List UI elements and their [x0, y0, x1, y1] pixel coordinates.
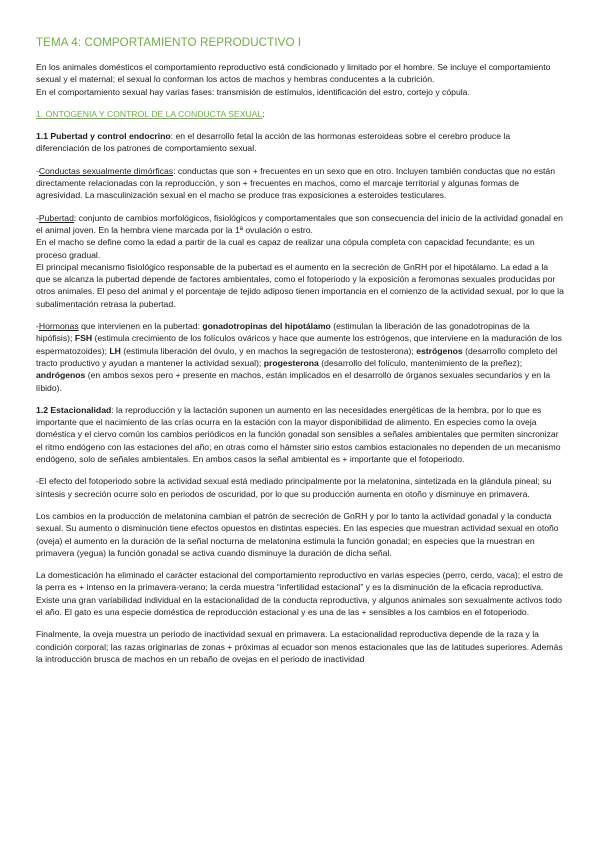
- text-conductas: : conductas que son + frecuentes en un sexo que en otro. Incluyen también conductas que no están directamente relacionadas con la reproducción, y son + frecuentes en machos, como el marcaje territorial y algunas formas de agresividad. La masculinización sexual en el macho se produce tras exposiciones a esteroides testiculares.: [36, 165, 556, 201]
- text-pubertad-control: : en el desarrollo fetal la acción de las hormonas esteroideas sobre el cerebro produce la diferenciación de los patrones de comportamiento sexual.: [36, 131, 511, 154]
- text-hormonas-1: que intervienen en la pubertad:: [78, 321, 203, 332]
- paragraph-pubertad-mecanismo: El principal mecanismo fisiológico responsable de la pubertad es el aumento en la secreción de GnRH por el hipotálamo. La edad a la que se alcanza la pubertad depende de factores ambientales, como el fotoperiodo y la exposición a feromonas sexuales producidas por otros animales. El peso del animal y el porcentaje de tejido adiposo tienen importancia en el comienzo de la actividad sexual, por lo que la subalimentación retrasa la pubertad.: [36, 261, 564, 309]
- paragraph-melatonina: Los cambios en la producción de melatonina cambian el patrón de secreción de GnRH y por lo tanto la actividad gonadal y la conducta sexual. Su aumento o disminución tiene efectos opuestos en distintas especies. En las especies que muestran actividad sexual en otoño (oveja) el aumento en la duración de la señal nocturna de melatonina estimula la función gonadal; en especies que la muestran en primavera (yegua) la función gonadal se activa cuando disminuye la duración de dicha señal.: [36, 510, 559, 558]
- paragraph-estacionalidad: [36, 404, 564, 465]
- text-hormonas-2: (estimulan la liberación de las gonadotropinas de la hipófisis);: [36, 321, 530, 344]
- paragraph-conductas: [36, 165, 564, 202]
- section-heading-text: 1. ONTOGENIA Y CONTROL DE LA CONDUCTA SEXUAL: [36, 108, 263, 119]
- intro-paragraph-1: En los animales domésticos el comportamiento reproductivo está condicionado y limitado por el hombre. Se incluye el comportamiento sexual y el maternal; el sexual lo conforman los actos de machos y hembras conducentes a la cubrición.: [36, 62, 551, 85]
- paragraph-pubertad-macho: En el macho se define como la edad a partir de la cual es capaz de realizar una cópula completa con capacidad fecundante; es un proceso gradual.: [36, 237, 535, 260]
- section-heading-colon: :: [262, 108, 265, 119]
- text-hormonas-6: (desarrollo del folículo, mantenimiento de la preñez);: [318, 357, 523, 368]
- term-estacionalidad: 1.2 Estacionalidad: [36, 404, 112, 415]
- section-heading-1: [36, 108, 564, 120]
- paragraph-finalmente: Finalmente, la oveja muestra un periodo de inactividad sexual en primavera. La estacionalidad reproductiva depende de la raza y la condición corporal; las razas originarias de zonas + próximas al ecuador son menos estacionales que las de latitudes superiores. Además la introducción brusca de machos en un rebaño de ovejas en el periodo de inactividad: [36, 629, 563, 664]
- hormone-gonadotropinas: gonadotropinas del hipotálamo: [202, 321, 331, 332]
- term-pubertad-control: 1.1 Pubertad y control endocrino: [36, 131, 171, 142]
- page-title: TEMA 4: COMPORTAMIENTO REPRODUCTIVO I: [36, 36, 302, 49]
- paragraph-pubertad-control: [36, 130, 564, 155]
- paragraph-hormonas: [36, 320, 564, 394]
- hormone-lh: LH: [109, 345, 121, 356]
- paragraph-fotoperiodo: -El efecto del fotoperiodo sobre la actividad sexual está mediado principalmente por la melatonina, sintetizada en la glándula pineal; su síntesis y secreción ocurre solo en periodos de oscuridad, por lo que su producción aumenta en otoño y disminuye en primavera.: [36, 476, 552, 499]
- text-pubertad: : conjunto de cambios morfológicos, fisiológicos y comportamentales que son consecuencia del inicio de la actividad gonadal en el animal joven. En la hembra viene marcada por la 1ª ovulación o estro.: [36, 212, 563, 235]
- term-hormonas: Hormonas: [38, 321, 79, 332]
- text-hormonas-5: (desarrollo completo del tracto productivo y ayudan a mantener la actividad sexual);: [36, 345, 558, 368]
- bullet-dash: -: [36, 321, 39, 332]
- bullet-dash: -: [36, 165, 39, 176]
- text-estacionalidad: : la reproducción y la lactación suponen un aumento en las necesidades energéticas de la hembra, por lo que es importante que el nacimiento de las crías ocurra en la estación con la mayor disponibilidad de alimento. En especies como la oveja doméstica y el ciervo común los cambios periódicos en la función gonadal son sensibles a señales ambientales que permiten sincronizar el ritmo endógeno con las estaciones del año; en otras como el hámster sirio estos cambios estacionales no dependen de un mecanismo endógeno, solo de señales ambientales. En ambos casos la señal ambiental es + importante que el fotoperiodo.: [36, 404, 561, 465]
- hormone-estrogenos: estrógenos: [416, 345, 463, 356]
- bullet-dash: -: [36, 212, 39, 223]
- intro-paragraph-2: En el comportamiento sexual hay varias fases: transmisión de estímulos, identificación del estro, cortejo y cópula.: [36, 86, 470, 97]
- text-hormonas-4: (estimula liberación del óvulo, y en machos la segregación de testosterona);: [120, 345, 417, 356]
- text-hormonas-7: (en ambos sexos pero + presente en machos, están implicados en el desarrollo de órganos sexuales secundarios y en la líbido).: [36, 370, 551, 393]
- term-pubertad: Pubertad: [38, 212, 74, 223]
- hormone-progesterona: progesterona: [263, 357, 319, 368]
- paragraph-domesticacion: La domesticación ha eliminado el carácter estacional del comportamiento reproductivo en varias especies (perro, cerdo, vaca); el estro de la perra es + intenso en la primavera-verano; la cerda muestra “infertilidad estacional” y es la disminución de la eficacia reproductiva. Existe una gran variabilidad individual en la estacionalidad de la conducta reproductiva, y algunos animales son sexualmente activos todo el año. El gato es una especie doméstica de reproducción estacional y es una de las + sensibles a los cambios en el fotoperiodo.: [36, 570, 563, 617]
- hormone-fsh: FSH: [74, 333, 93, 344]
- paragraph-pubertad-def: [36, 212, 564, 237]
- hormone-androgenos: andrógenos: [36, 370, 86, 381]
- term-conductas: Conductas sexualmente dimórficas: [38, 165, 174, 176]
- text-hormonas-3: (estimula crecimiento de los folículos ováricos y hace que aumente los estrógenos, que interviene en la maduración de los espermatozoides);: [36, 333, 562, 356]
